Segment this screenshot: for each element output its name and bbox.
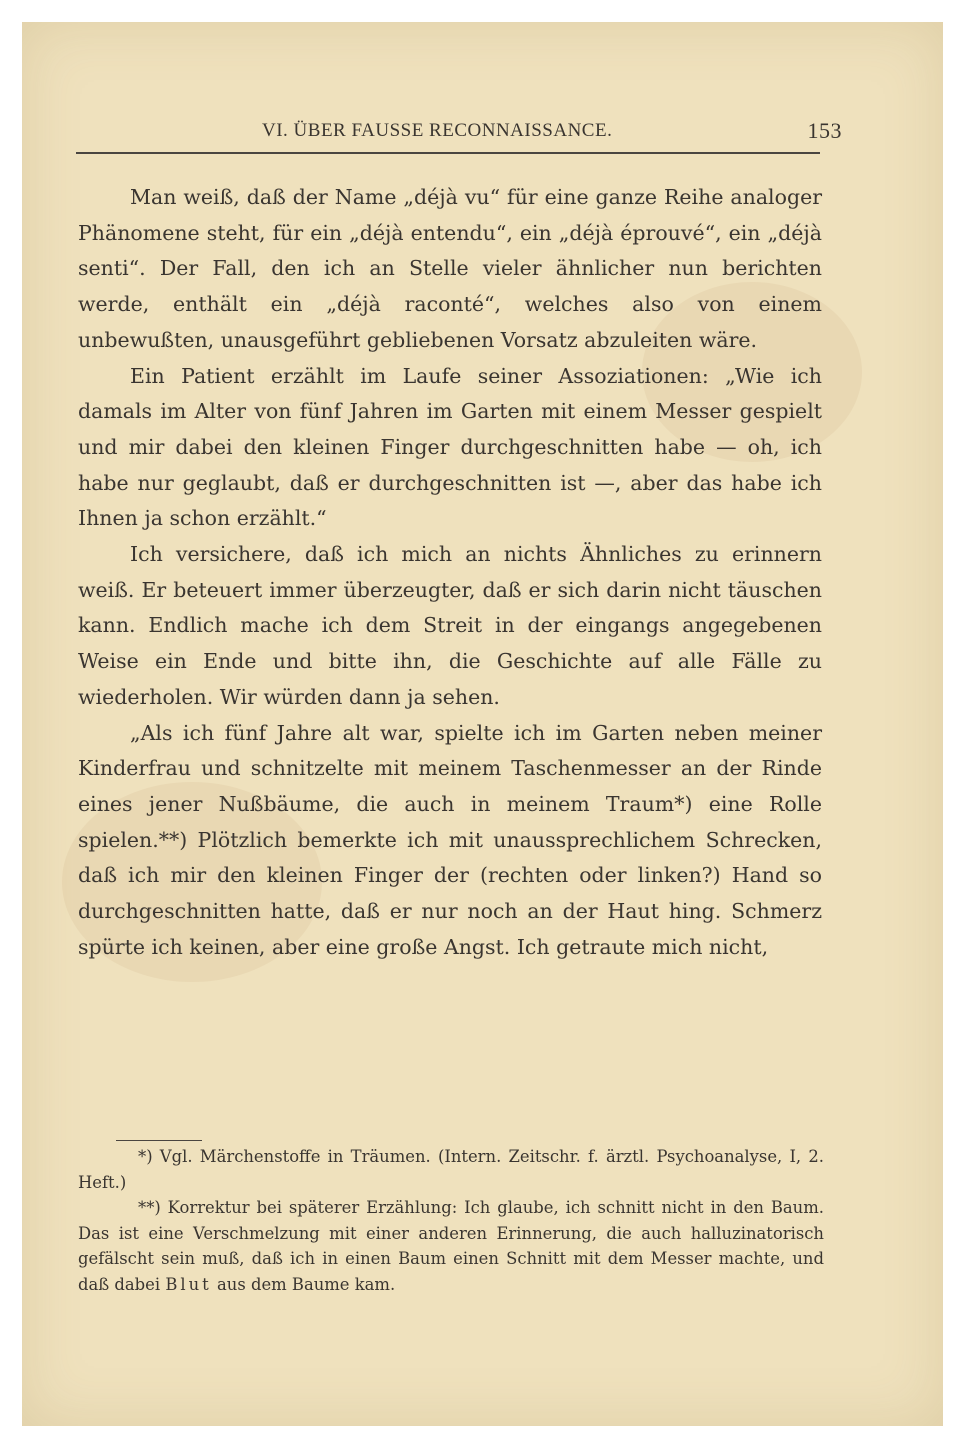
footnote: *) Vgl. Märchenstoffe in Träumen. (Intern. Zeitschr. f. ärztl. Psychoanalyse, I, 2. Heft.) bbox=[78, 1147, 824, 1192]
footnote-text: aus dem Baume kam. bbox=[217, 1274, 396, 1294]
running-title: VI. ÜBER FAUSSE RECONNAISSANCE. bbox=[262, 120, 613, 141]
paragraph: „Als ich fünf Jahre alt war, spielte ich im Garten neben meiner Kinderfrau und schnitzelte mit meinem Taschenmesser an der Rinde eines jener Nußbäume, die auch in meinem Traum*) eine Rolle spielen.**) Plötzlich bemerkte ich mit unaussprechlichem Schrecken, daß ich mir den kleinen Finger der (rechten oder linken?) Hand so durchgeschnitten hatte, daß er nur noch an der Haut hing. Schmerz spürte ich keinen, aber eine große Angst. Ich getraute mich nicht, bbox=[78, 720, 822, 959]
footnote-rule bbox=[116, 1140, 202, 1141]
running-header bbox=[78, 120, 842, 148]
footnote-emphasis: Blut bbox=[165, 1274, 212, 1294]
paragraph: Ein Patient erzählt im Laufe seiner Assoziationen: „Wie ich damals im Alter von fünf Jahren im Garten mit einem Messer gespielt und mir dabei den kleinen Finger durchgeschnitten habe — oh, ich habe nur geglaubt, daß er durchgeschnitten ist —, aber das habe ich Ihnen ja schon erzählt.“ bbox=[78, 363, 822, 531]
header-rule bbox=[76, 152, 820, 154]
paragraph: Ich versichere, daß ich mich an nichts Ähnliches zu erinnern weiß. Er beteuert immer überzeugter, daß er sich darin nicht täuschen kann. Endlich mache ich dem Streit in der eingangs angegebenen Weise ein Ende und bitte ihn, die Geschichte auf alle Fälle zu wiederholen. Wir würden dann ja sehen. bbox=[78, 542, 822, 709]
footnotes bbox=[78, 1144, 824, 1297]
footnote-text: **) Korrektur bei späterer Erzählung: Ich glaube, ich schnitt nicht in den Baum. Das ist eine Verschmelzung mit einer anderen Erinnerung, die auch halluzinatorisch gefälscht sein muß, daß ich in einen Baum einen Schnitt mit dem Messer machte, und daß dabei bbox=[78, 1198, 824, 1294]
footnote bbox=[78, 1195, 824, 1297]
book-page bbox=[22, 22, 943, 1426]
body-text bbox=[78, 180, 822, 965]
page-number: 153 bbox=[807, 118, 842, 143]
paragraph: Man weiß, daß der Name „déjà vu“ für eine ganze Reihe analoger Phänomene steht, für ein „déjà entendu“, ein „déjà éprouvé“, ein „déjà senti“. Der Fall, den ich an Stelle vieler ähnlicher nun berichten werde, enthält ein „déjà raconté“, welches also von einem unbewußten, unausgeführt gebliebenen Vorsatz abzuleiten wäre. bbox=[78, 185, 822, 352]
